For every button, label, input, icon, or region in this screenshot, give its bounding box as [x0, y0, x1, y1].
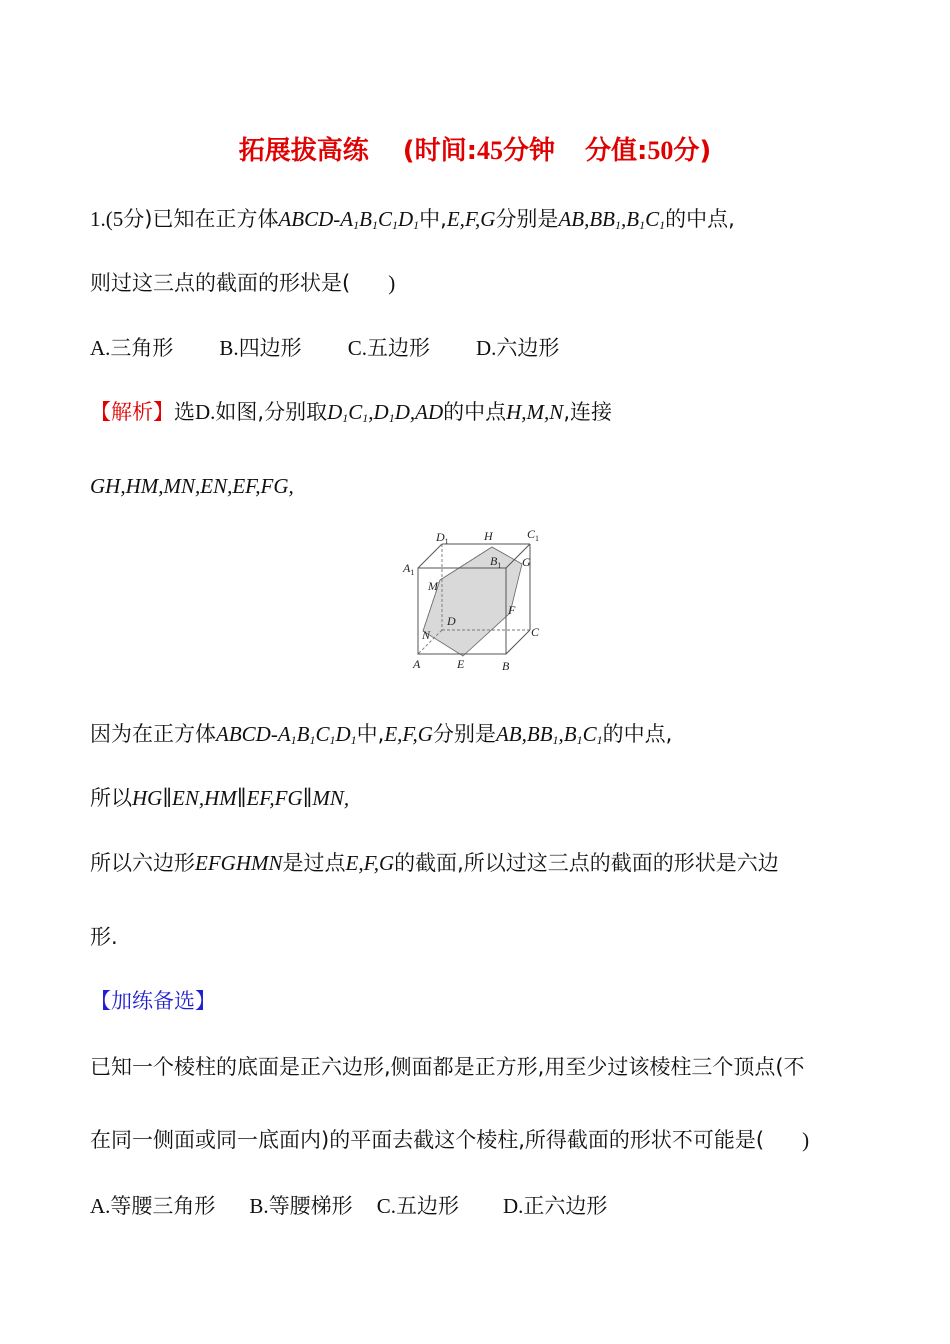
question-1-line-1	[90, 204, 735, 234]
solution-text: 所以	[90, 786, 132, 810]
question-score-unit: 分)	[123, 207, 153, 231]
question-text: 已知在正方体	[152, 207, 279, 231]
solution-text: 的中点	[443, 400, 507, 424]
extra-paren-close: )	[802, 1128, 810, 1152]
option-c: C.五边形	[347, 336, 430, 360]
solution-answer: D.	[195, 400, 216, 424]
question-text: 分别是	[495, 207, 559, 231]
solution-text: 因为在正方体	[90, 722, 216, 746]
extra-option-b: B.等腰梯形	[249, 1194, 353, 1218]
label-c: C	[531, 625, 540, 639]
solution-text: 分别是	[432, 722, 496, 746]
extra-option-d: D.正六边形	[502, 1194, 608, 1218]
label-d: D	[447, 614, 456, 628]
score-unit: 分)	[673, 136, 712, 166]
hexagon-section	[423, 547, 522, 656]
option-b: B.四边形	[219, 336, 302, 360]
points-efg: E,F,G	[384, 722, 433, 746]
solution-text: 选	[174, 400, 195, 424]
question-paren-close: )	[388, 271, 396, 295]
score-label: 分值:	[585, 136, 648, 166]
label-f: F	[508, 603, 516, 617]
label-b: B	[502, 659, 510, 673]
time-label: (时间:	[402, 136, 477, 166]
label-d1: $D_1$	[436, 530, 449, 546]
question-1-options	[90, 333, 559, 363]
label-g: G	[522, 555, 531, 569]
solution-line-3	[90, 719, 672, 749]
question-text: 的中点,	[665, 207, 735, 231]
extra-options	[90, 1191, 607, 1221]
edges: $AB,BB_1,B_1C_1$	[495, 722, 603, 747]
extra-line-2	[90, 1125, 809, 1155]
extra-option-a: A.等腰三角形	[90, 1194, 216, 1218]
extra-text: 已知一个棱柱的底面是正六边形,侧面都是正方形,用至少过该棱柱三个顶点(不	[90, 1055, 805, 1079]
label-b1: $B_1$	[490, 554, 502, 570]
solution-line-2	[90, 471, 294, 501]
time-value: 45	[476, 136, 503, 165]
solution-text: ,连接	[563, 400, 612, 424]
solution-text: 中,	[356, 722, 385, 746]
extra-text: 在同一侧面或同一底面内)的平面去截这个棱柱,所得截面的形状不可能是(	[90, 1128, 765, 1152]
solution-segments: GH,HM,MN,EN,EF,FG,	[90, 474, 294, 498]
score-value: 50	[647, 136, 674, 165]
edges: $AB,BB_1,B_1C_1$	[558, 207, 666, 232]
parallel-relations: HG∥EN,HM∥EF,FG∥MN,	[132, 786, 350, 810]
option-a: A.三角形	[90, 336, 174, 360]
label-m: M	[428, 579, 438, 593]
label-a: A	[413, 657, 421, 671]
solution-text: 的截面,所以过这三点的截面的形状是六边	[394, 851, 779, 875]
cube-name: ABCD-$A_1B_1C_1D_1$	[278, 207, 420, 232]
extra-line-1	[90, 1052, 805, 1082]
extra-tag	[90, 986, 216, 1016]
label-h: H	[484, 529, 493, 543]
time-unit: 分钟	[502, 136, 555, 166]
solution-line-5	[90, 848, 779, 878]
solution-tag: 【解析】	[90, 400, 174, 424]
solution-text: 如图,分别取	[215, 400, 328, 424]
solution-text: 所以六边形	[90, 851, 195, 875]
solution-points: H,M,N	[506, 400, 564, 424]
cube-figure	[400, 524, 552, 676]
question-text: 则过这三点的截面的形状是(	[90, 271, 351, 295]
points-efg: E,F,G	[446, 207, 496, 231]
label-c1: $C_1$	[527, 527, 540, 543]
solution-line-4	[90, 783, 349, 813]
option-d: D.六边形	[475, 336, 560, 360]
solution-text: 是过点	[282, 851, 346, 875]
solution-line-1	[90, 397, 612, 427]
extra-option-c: C.五边形	[376, 1194, 459, 1218]
page-title	[0, 133, 950, 169]
solution-edges: $D_1C_1,D_1D,AD$	[327, 400, 444, 425]
solution-text: 的中点,	[602, 722, 673, 746]
solution-line-6	[90, 922, 118, 952]
label-n: N	[422, 628, 431, 642]
extra-tag-text: 【加练备选】	[90, 989, 216, 1013]
label-a1: $A_1$	[403, 561, 415, 577]
solution-text: 形.	[90, 925, 118, 949]
question-number: 1.(5	[90, 207, 124, 231]
question-1-line-2	[90, 268, 395, 298]
question-text: 中,	[419, 207, 447, 231]
title-text: 拓展拔高练	[238, 136, 369, 166]
label-e: E	[457, 657, 465, 671]
cube-name: ABCD-$A_1B_1C_1D_1$	[216, 722, 357, 747]
points-efg: E,F,G	[345, 851, 395, 875]
hexagon-name: EFGHMN	[195, 851, 283, 875]
